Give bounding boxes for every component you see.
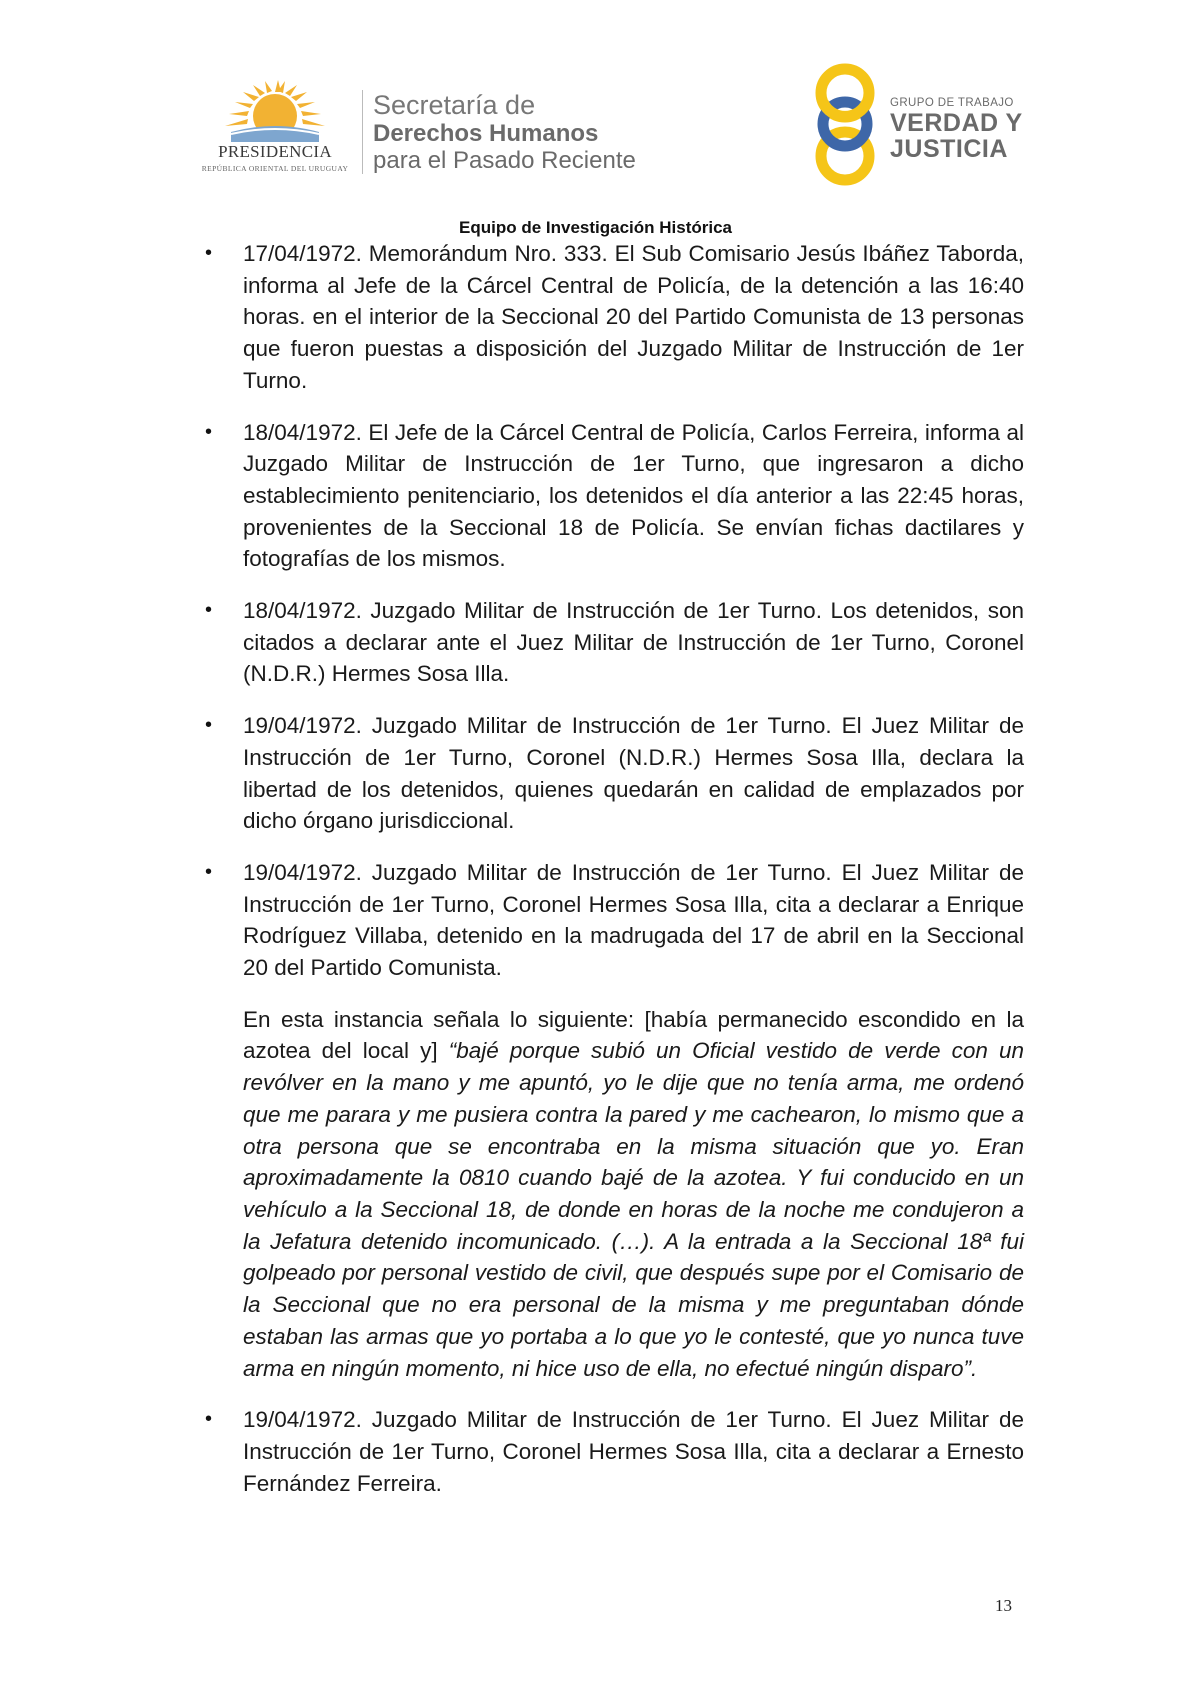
grupo-trabajo-text — [890, 96, 1023, 162]
secretaria-line-3: para el Pasado Reciente — [373, 147, 636, 174]
entry-text: 19/04/1972. Juzgado Militar de Instrucción de 1er Turno. El Juez Militar de Instrucción de 1er Turno, Coronel Hermes Sosa Illa, cita a declarar a Enrique Rodríguez Villaba, detenido en la madrugada del 17 de abril en la Seccional 20 del Partido Comunista. — [243, 859, 1024, 981]
testimony-quote: “bajé porque subió un Oficial vestido de verde con un revólver en la mano y me apuntó, yo le dije que no tenía arma, me ordenó que me parara y me pusiera contra la pared y me cachearon, lo mismo que a otra persona que se encontraba en la misma situación que yo. Eran aproximadamente la 0810 cuando bajé de la azotea. Y fui conducido en un vehículo a la Seccional 18, de donde en horas de la noche me condujeron a la Jefatura detenido incomunicado. (…). A la entrada a la Seccional 18ª fui golpeado por personal vestido de civil, que después supe por el Comisario de la Seccional que no era personal de la misma y me preguntaban dónde estaban las armas que yo portaba a lo que yo le contesté, que yo nunca tuve arma en ningún momento, ni hice uso de ella, no efectué ningún disparo”. — [243, 1038, 1024, 1381]
bullet-icon: • — [205, 242, 213, 264]
page-number: 13 — [995, 1596, 1012, 1615]
testimony-paragraph — [243, 1004, 1024, 1384]
team-title: Equipo de Investigación Histórica — [459, 218, 732, 237]
sun-emblem-icon — [223, 80, 327, 142]
bullet-icon: • — [205, 599, 213, 622]
bullet-icon: • — [205, 420, 213, 443]
list-item — [205, 1404, 1024, 1499]
grupo-trabajo-line-3: JUSTICIA — [890, 135, 1008, 163]
secretaria-line-2: Derechos Humanos — [373, 120, 599, 147]
presidencia-logo — [195, 80, 355, 180]
document-body — [205, 238, 1024, 1519]
list-item — [205, 238, 1024, 397]
list-item — [205, 710, 1024, 837]
grupo-trabajo-logo — [808, 62, 1028, 187]
testimony-intro: En esta instancia señala lo siguiente: [había permanecido escondido en la azotea del local y] — [243, 1006, 1024, 1064]
secretaria-logo-text — [373, 90, 636, 174]
list-item — [205, 417, 1024, 576]
bullet-icon: • — [205, 860, 213, 883]
grupo-trabajo-line-1: GRUPO DE TRABAJO — [890, 97, 1014, 109]
page-header — [0, 0, 1191, 210]
entry-text: 19/04/1972. Juzgado Militar de Instrucción de 1er Turno. El Juez Militar de Instrucción de 1er Turno, Coronel Hermes Sosa Illa, cita a declarar a Ernesto Fernández Ferreira. — [243, 1407, 1024, 1496]
bullet-icon: • — [205, 714, 213, 737]
entry-text: 18/04/1972. Juzgado Militar de Instrucción de 1er Turno. Los detenidos, son citados a declarar ante el Juez Militar de Instrucción de 1er Turno, Coronel (N.D.R.) Hermes Sosa Illa. — [243, 598, 1024, 687]
entry-text: 17/04/1972. Memorándum Nro. 333. El Sub Comisario Jesús Ibáñez Taborda, informa al Jefe de la Cárcel Central de Policía, de la detención a las 16:40 horas. en el interior de la Seccional 20 del Partido Comunista de 13 personas que fueron puestas a disposición del Juzgado Militar de Instrucción de 1er Turno. — [243, 241, 1024, 393]
entry-text: 18/04/1972. El Jefe de la Cárcel Central de Policía, Carlos Ferreira, informa al Juzgado Militar de Instrucción de 1er Turno, que ingresaron a dicho establecimiento penitenciario, los detenidos el día anterior a las 22:45 horas, provenientes de la Seccional 18 de Policía. Se envían fichas dactilares y fotografías de los mismos. — [243, 419, 1024, 572]
header-divider — [362, 90, 363, 174]
secretaria-line-1: Secretaría de — [373, 90, 536, 120]
list-item — [205, 595, 1024, 690]
list-item — [205, 857, 1024, 1384]
interlocked-rings-icon — [808, 62, 882, 187]
entry-text: 19/04/1972. Juzgado Militar de Instrucción de 1er Turno. El Juez Militar de Instrucción de 1er Turno, Coronel (N.D.R.) Hermes Sosa Illa, declara la libertad de los detenidos, quienes quedarán en calidad de emplazados por dicho órgano jurisdiccional. — [243, 713, 1024, 834]
bullet-icon: • — [205, 1408, 213, 1431]
grupo-trabajo-line-2: VERDAD Y — [890, 109, 1023, 137]
presidencia-subtitle: REPÚBLICA ORIENTAL DEL URUGUAY — [201, 164, 349, 173]
presidencia-title: PRESIDENCIA — [218, 142, 332, 161]
